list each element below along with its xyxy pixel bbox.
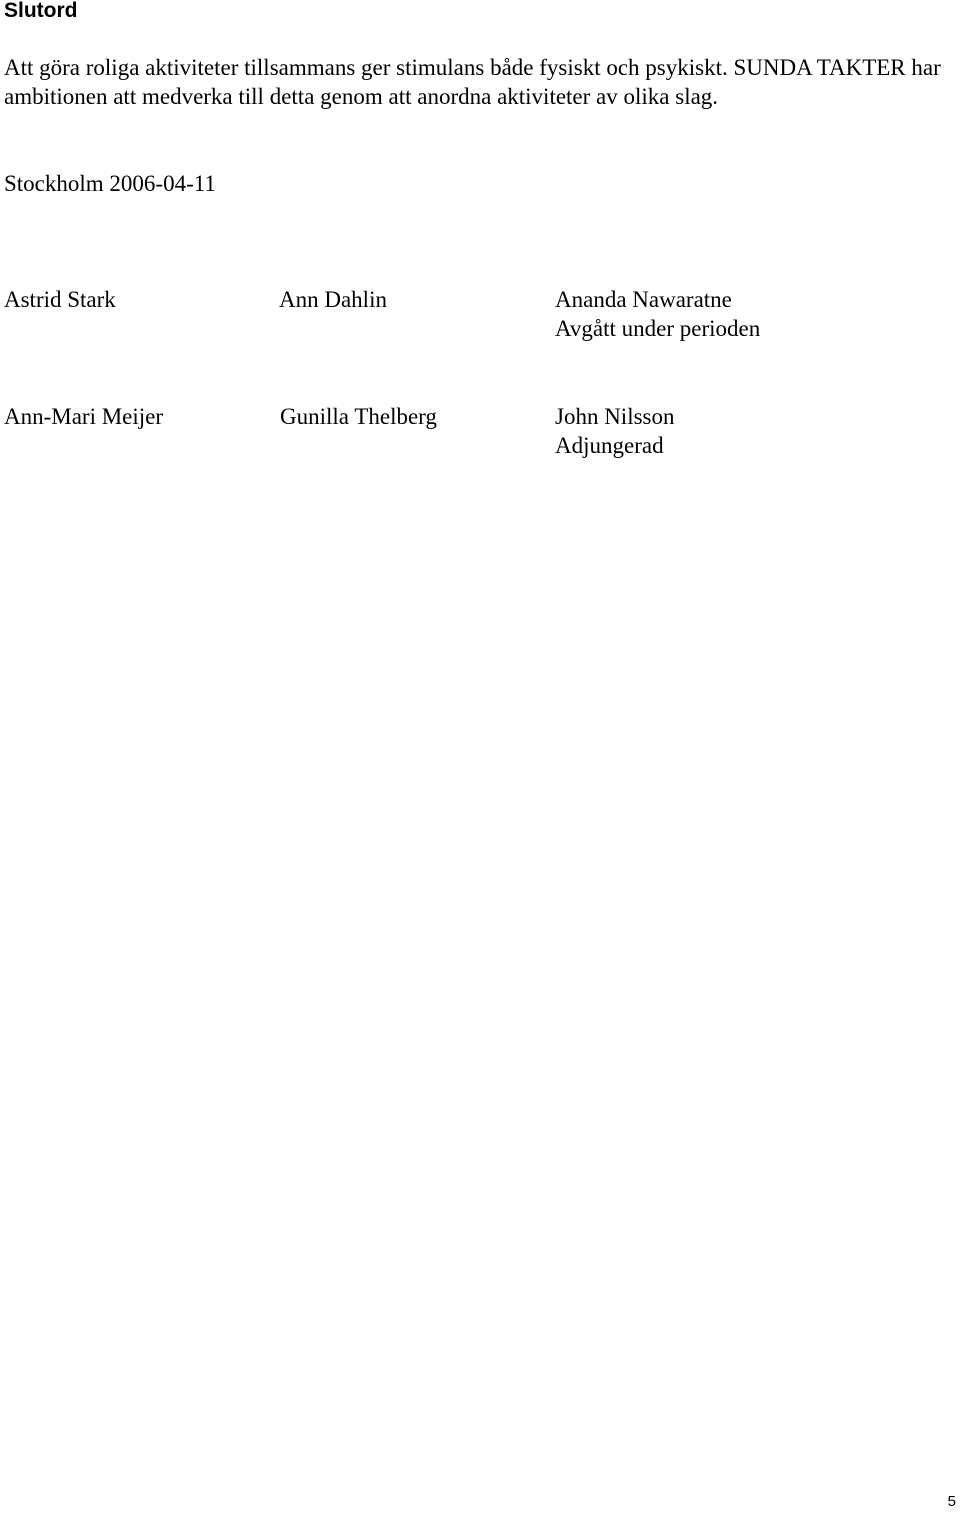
- signatory-name: Ann Dahlin: [279, 287, 387, 312]
- signatory-name: Ann-Mari Meijer: [4, 404, 164, 429]
- section-heading: Slutord: [4, 0, 78, 22]
- place-and-date: Stockholm 2006-04-11: [4, 171, 216, 196]
- signatory-name: John Nilsson: [555, 404, 675, 429]
- closing-paragraph: Att göra roliga aktiviteter tillsammans ger stimulans både fysiskt och psykiskt. SUNDA TAKTER har ambitionen att medverka till detta genom att anordna aktiviteter av olika slag.: [4, 55, 941, 109]
- signatory-note: Adjungerad: [555, 433, 664, 458]
- signatory-name: Gunilla Thelberg: [280, 404, 437, 429]
- signatory-name: Astrid Stark: [4, 287, 116, 312]
- page-number: 5: [947, 1493, 956, 1510]
- signatory-name: Ananda Nawaratne: [555, 287, 732, 312]
- signatory-note: Avgått under perioden: [555, 316, 761, 341]
